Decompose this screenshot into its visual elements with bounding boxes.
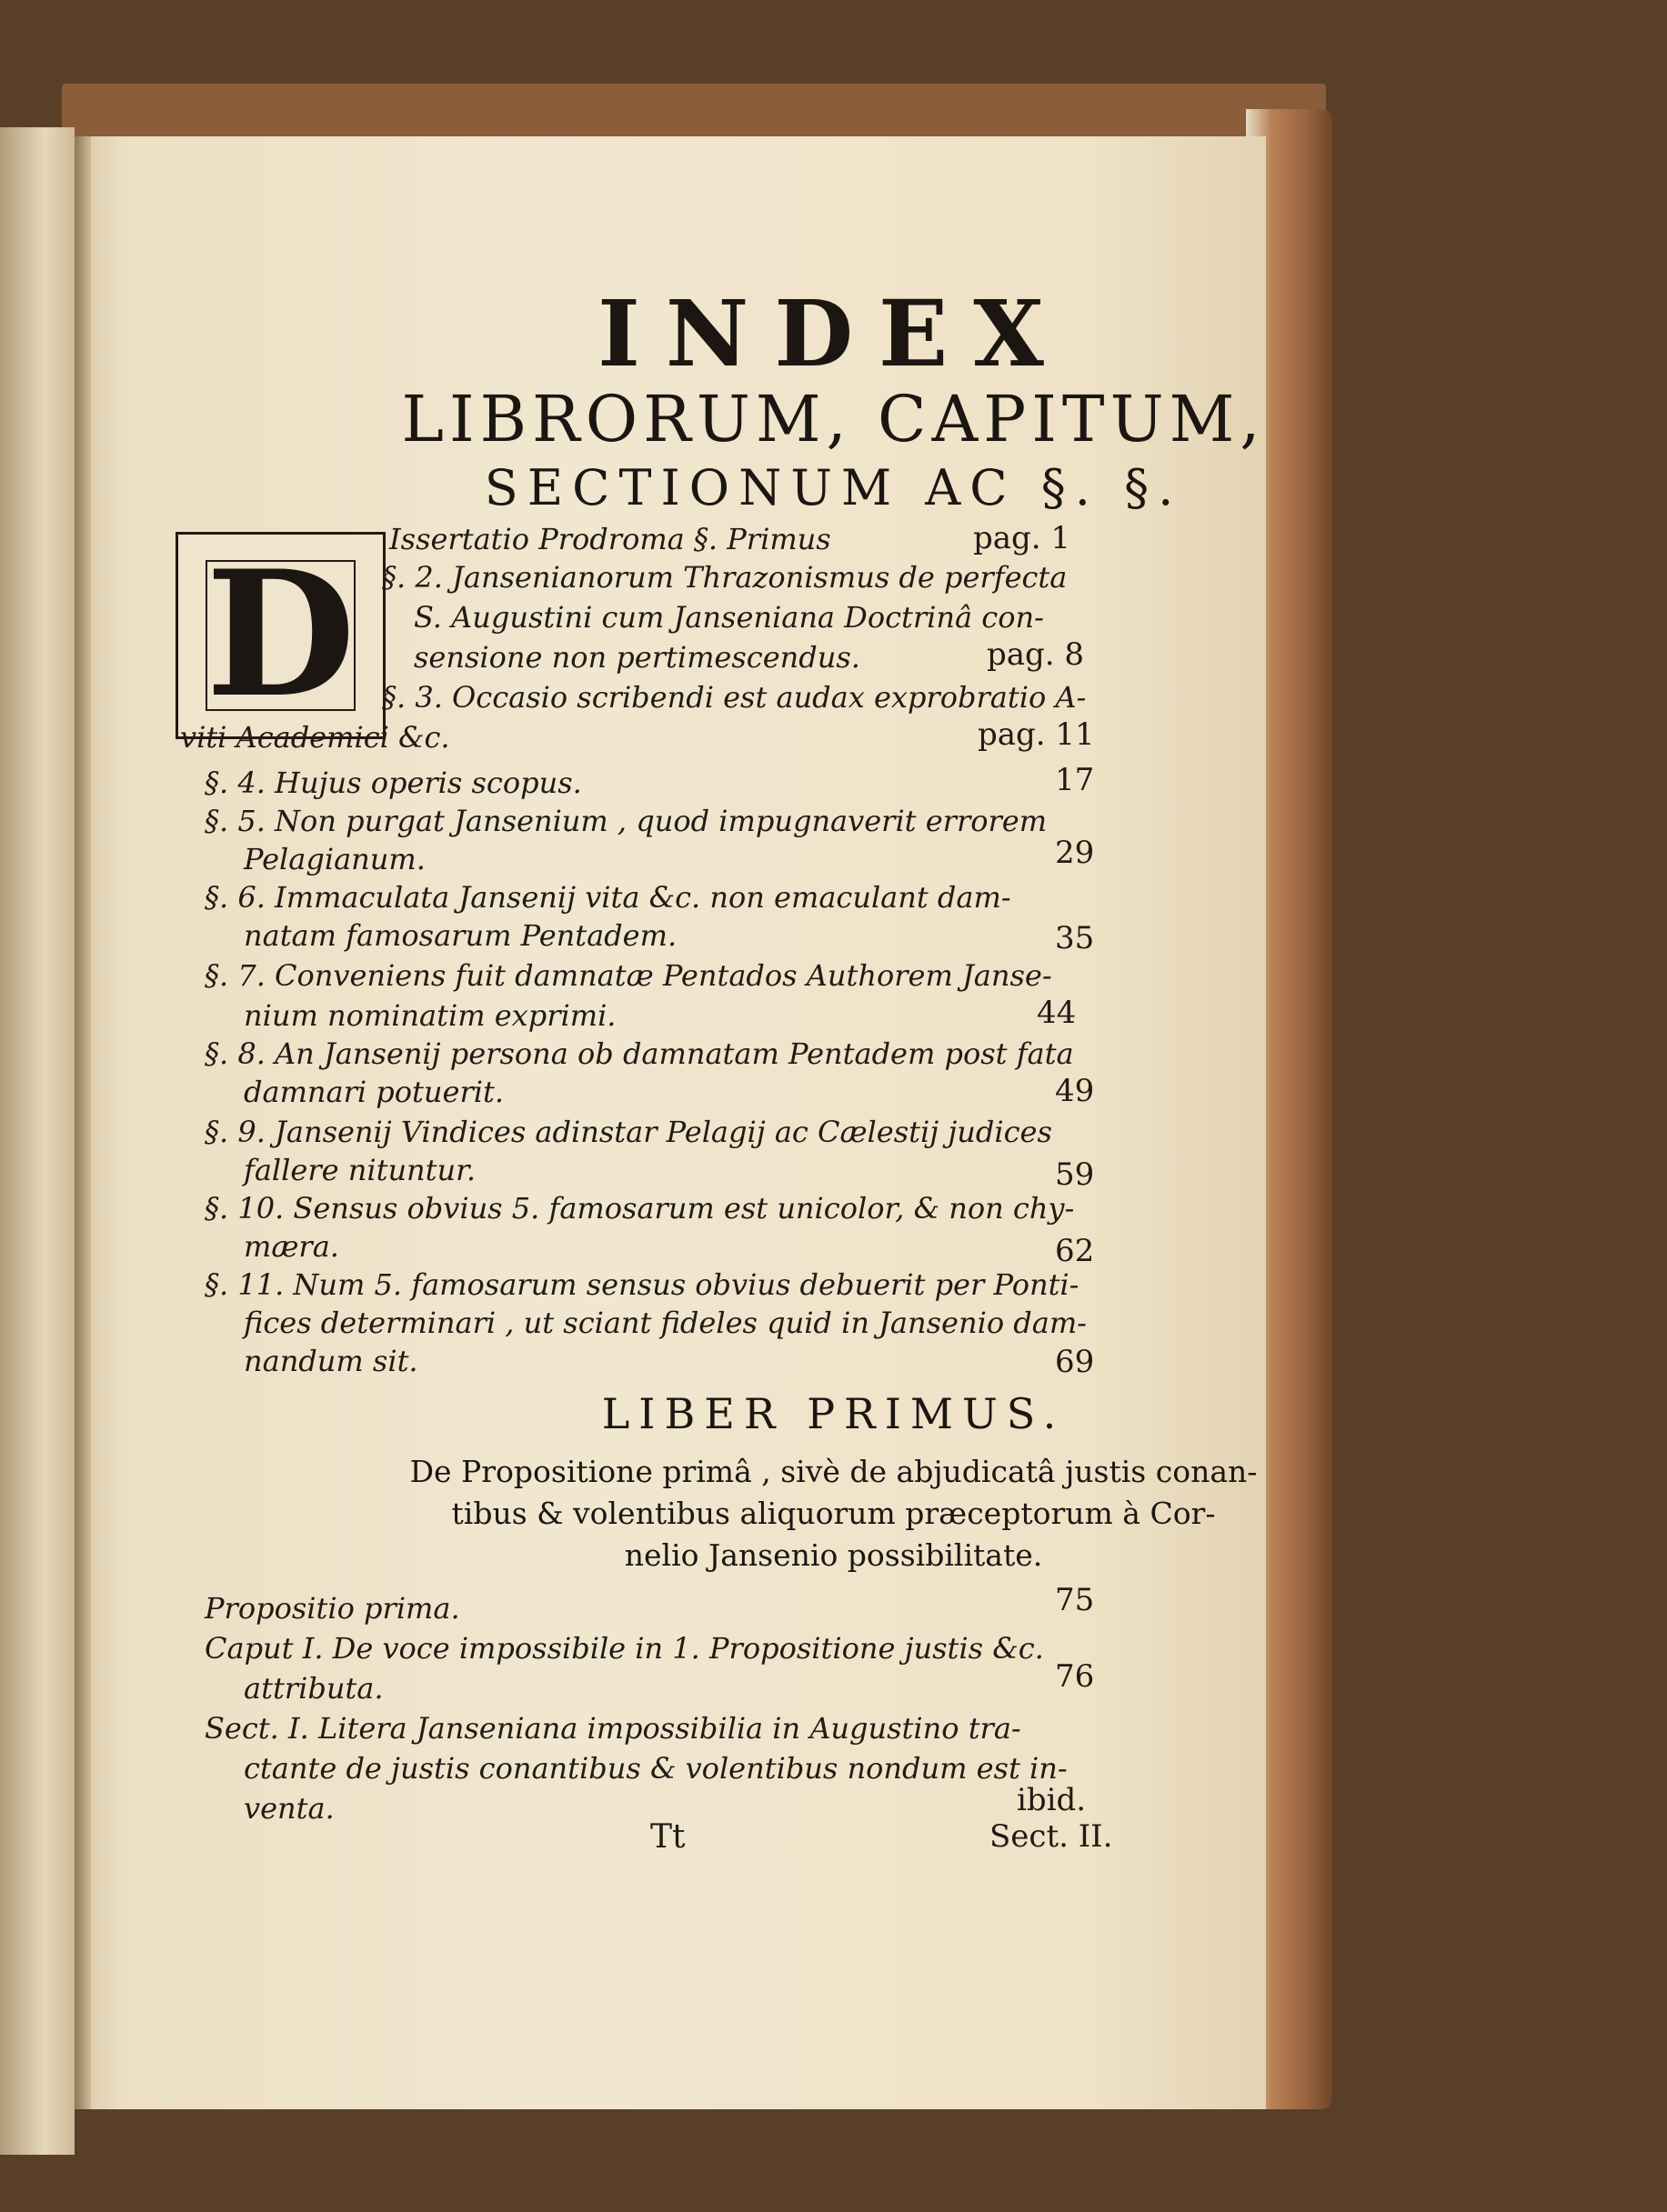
- entry-8-line-0: §. 9. Jansenij Vindices adinstar Pelagij ac Cælestij judices: [205, 1115, 1052, 1149]
- entry-6-line-1: nium nominatim exprimi.: [244, 998, 617, 1033]
- entry-8-line-1: fallere nituntur.: [244, 1153, 477, 1187]
- book-cover-top: [62, 84, 1326, 138]
- entry-9-line-0: §. 10. Sensus obvius 5. famosarum est unicolor, & non chy-: [205, 1191, 1075, 1226]
- catchword: Sect. II.: [989, 1818, 1113, 1855]
- entry-6-line-0: §. 7. Conveniens fuit damnatæ Pentados Authorem Janse-: [205, 958, 1052, 993]
- initial-letter: D: [206, 533, 356, 736]
- entry-3-page: 17: [1055, 762, 1095, 798]
- entry-8-page: 59: [1055, 1156, 1095, 1193]
- index-title: INDEX: [598, 280, 1069, 387]
- entry-5-line-0: §. 6. Immaculata Jansenij vita &c. non emaculant dam-: [205, 880, 1011, 915]
- entry-10-line-2: nandum sit.: [244, 1344, 418, 1378]
- entry-2-line-1: viti Academici &c.: [180, 720, 450, 755]
- entry-4-line-1: Pelagianum.: [244, 842, 426, 876]
- entry-3-line-0: §. 4. Hujus operis scopus.: [205, 766, 582, 800]
- entry2-2-line-2: venta.: [244, 1791, 335, 1826]
- entry2-0-line-0: Propositio prima.: [205, 1591, 460, 1626]
- entry-10-page: 69: [1055, 1344, 1095, 1380]
- entry-10-line-0: §. 11. Num 5. famosarum sensus obvius debuerit per Ponti-: [205, 1267, 1080, 1302]
- entry-1-line-2: sensione non pertimescendus.: [414, 640, 860, 675]
- entry-2-line-0: §. 3. Occasio scribendi est audax exprobratio A-: [382, 680, 1087, 715]
- entry-1-line-0: §. 2. Jansenianorum Thrazonismus de perfecta: [382, 560, 1068, 595]
- entry-6-page: 44: [1037, 995, 1077, 1031]
- liber-heading: LIBER PRIMUS.: [601, 1389, 1066, 1438]
- entry2-2-page: ibid.: [1017, 1782, 1087, 1818]
- entry-1-line-1: S. Augustini cum Janseniana Doctrinâ con-: [414, 600, 1044, 635]
- entry-7-line-0: §. 8. An Jansenij persona ob damnatam Pentadem post fata: [205, 1036, 1074, 1071]
- entry-0-page: pag. 1: [973, 520, 1071, 556]
- entry-5-line-1: natam famosarum Pentadem.: [244, 918, 678, 953]
- entry-9-line-1: mæra.: [244, 1229, 339, 1264]
- entry2-1-line-1: attributa.: [244, 1671, 384, 1706]
- entry2-2-line-1: ctante de justis conantibus & volentibus nondum est in-: [244, 1751, 1068, 1786]
- decorated-initial: [176, 532, 386, 739]
- entry-10-line-1: fices determinari , ut sciant fideles quid in Jansenio dam-: [244, 1306, 1087, 1340]
- entry-7-page: 49: [1055, 1073, 1095, 1109]
- entry-0-line-0: Issertatio Prodroma §. Primus: [389, 522, 831, 556]
- liber-desc-line-1: tibus & volentibus aliquorum præceptorum à Cor-: [451, 1496, 1216, 1531]
- entry2-1-line-0: Caput I. De voce impossibile in 1. Propositione justis &c.: [205, 1631, 1044, 1666]
- entry2-2-line-0: Sect. I. Litera Janseniana impossibilia in Augustino tra-: [205, 1711, 1021, 1746]
- entry-4-line-0: §. 5. Non purgat Jansenium , quod impugnaverit errorem: [205, 804, 1048, 838]
- entry2-0-page: 75: [1055, 1582, 1095, 1618]
- index-subtitle-2: SECTIONUM AC §. §.: [484, 459, 1183, 516]
- entry-2-page: pag. 11: [978, 716, 1095, 753]
- entry-9-page: 62: [1055, 1233, 1095, 1269]
- entry2-1-page: 76: [1055, 1658, 1095, 1695]
- entry-5-page: 35: [1055, 920, 1095, 956]
- liber-desc-line-2: nelio Jansenio possibilitate.: [624, 1537, 1043, 1573]
- liber-desc-line-0: De Propositione primâ , sivè de abjudicatâ justis conan-: [409, 1454, 1258, 1489]
- entry-1-page: pag. 8: [987, 636, 1085, 673]
- entry-4-page: 29: [1055, 835, 1095, 871]
- index-subtitle-1: LIBRORUM, CAPITUM,: [401, 382, 1266, 456]
- signature-mark: Tt: [650, 1818, 686, 1856]
- entry-7-line-1: damnari potuerit.: [244, 1075, 505, 1109]
